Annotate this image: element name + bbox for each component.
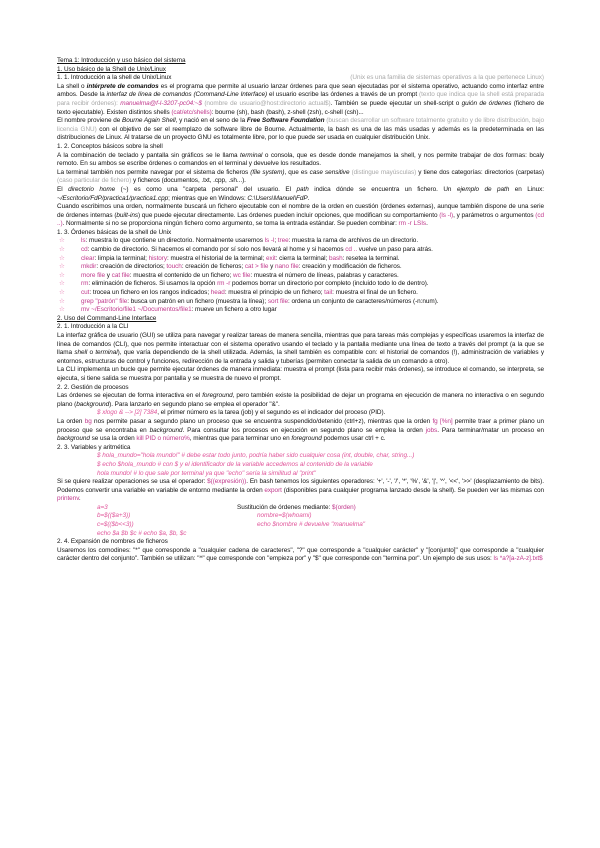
inline-code: cut [81,289,90,297]
text-run: con el objetivo de ser el reemplazo de software libre de Bourne. Actualmente, la bash es una de las más usadas y además es la predeterminada en las distribuciones de Linux. Al tratarse de un proyecto GNU es totalmente libre, por lo que puede ser usada en cualquier distribución Unix. [57,125,544,142]
inline-code: rm [81,280,89,288]
document-page [57,57,544,847]
text-run: . En bash tenemos los siguientes operadores: '+', '-', '/', '*', '%', '&', '|', '^', '<<', '>>' (desplazamiento de bits). Podemos convertir una variable en variable de entorno mediante la orden [57,478,544,494]
text-run: : busca un patrón en un fichero (muestra la línea); [127,297,268,305]
text-run: Free Software Foundation [246,117,325,125]
inline-code: mkdir [81,263,97,271]
jobs-paragraph [57,418,544,444]
text-run: o [87,349,96,357]
inline-code: jobs [425,426,438,434]
text-run: ejemplo de path [456,185,510,193]
inline-code: $ xlogo & --> [2] 7384 [97,409,158,417]
text-run: La orden [57,417,85,425]
text-run: y [105,271,112,279]
text-run: . También se puede ejecutar un shell-script o [330,99,462,107]
text-run: terminal [240,151,263,159]
bullet-text [81,289,544,298]
text-run: Usaremos los comodines: "*" que corresponde a "cualquier cadena de caracteres", "?" que corresponde a "cualquier carácter" y "[conjunto]" que corresponde a "cualquier carácter dentro del conjunto". También se utilizan: "^" que corresponde con "empieza por" y "$" que corresponde con "termina por". Un ejemplo de sus usos: [57,546,544,563]
inline-code: ls *a?[a-zA-z].txt$ [493,555,543,563]
operators-paragraph [57,478,544,504]
subsection-2-1-heading: 2. 1. Introducción a la CLI [57,323,129,331]
text-run: y ficheros (documentos, .txt, .cpp, .sh...). [131,177,246,185]
cli-paragraph [57,332,544,366]
text-run: : creación de directorios; [96,263,167,271]
section-1-heading-row [57,66,544,75]
inline-code: rm -r [217,280,231,288]
commands-paragraph [57,203,544,229]
command-bullet-item [57,280,544,289]
code-line: echo $nombre # devuelve "manuelma" [257,521,365,529]
inline-code: kill PID o número% [136,435,190,443]
text-run: . [78,495,81,503]
text-run: ). Para lanzarlo en segundo plano se emplea el operador "&". [109,400,280,408]
arithmetic-left-column [57,504,237,530]
section-1-heading: 1. Uso básico de la Shell de Unix/Linux [57,65,166,73]
text-run: ; [274,237,278,245]
text-run: : cierra la terminal; [275,254,329,262]
text-run: El [57,185,69,193]
text-run: (texto que indica que la shell está preparada para recibir órdenes): [57,91,544,107]
command-bullet-item [57,306,544,315]
text-run: : eliminación de ficheros. Si usamos la opción [88,280,218,288]
text-run: : limpia la terminal; [94,254,149,262]
text-run: foreground [202,392,233,400]
star-bullet-icon: ☆ [59,237,65,245]
text-run: (~) es como una "carpeta personal" del usuario. El [115,185,297,193]
inline-code: wc file [233,271,251,279]
text-run: . Para terminar/matar un proceso en [437,426,544,434]
text-run: Las órdenes se ejecutan de forma interactiva en el [57,392,203,400]
subsection-2-2-heading: 2. 2. Gestión de procesos [57,383,129,391]
inline-code: export [264,486,282,494]
echo-example: echo $a $b $c # echo $a, $b, $c [97,529,187,537]
xlogo-example [57,409,544,418]
subsection-1-3-heading: 1. 3. Órdenes básicas de la shell de Unix [57,228,172,236]
text-run: (disponibles para cualquier programa lanzado desde la shell). Se pueden ver las mismas con [281,486,544,494]
text-run: La interfaz gráfica de usuario (GUI) se utiliza para navegar y realizar tareas de manera sencilla, mientras que para tareas más complejas y específicas usaremos la interfaz de línea de comandos (CLI), que nos permite interactuar con el sistema operativo usando el teclado y la pantalla mediante una línea de texto a través del prompt (a la que se llama [57,332,544,357]
bullet-text [81,237,544,246]
inline-code: tree [277,237,289,245]
star-bullet-icon: ☆ [59,280,65,288]
text-run: y tiene dos categorías: directorios (carpetas) [416,168,544,176]
subsection-1-1-heading: 1. 1. Introducción a la shell de Unix/Linux [57,74,172,82]
text-run: built-ins [116,211,138,219]
subsection-1-1-row [57,74,544,83]
foreground-paragraph [57,392,544,409]
star-bullet-icon: ☆ [59,263,65,271]
inline-code: ls -l [264,237,275,245]
subsection-1-2-heading: 1. 2. Conceptos básicos sobre la shell [57,142,163,150]
star-bullet-icon: ☆ [59,289,65,297]
inline-code: bg [84,417,92,425]
star-bullet-icon: ☆ [59,306,65,314]
text-run: La shell o [57,82,87,90]
text-run: ), que varía dependiendo de la shell utilizada. Además, la shell también es compatible con: el historial de comandos (!), administración de variables y entornos, estructuras de control y funciones, redirección de la entrada y salida y tuberías (permiten conectar la salida de un comando a otro). [57,349,544,365]
text-run: es el programa que permite al usuario lanzar órdenes para que sean ejecutadas por el sistema operativo, actuando como interfaz entre ambos. Desde la [57,82,544,99]
text-run: , pero también existe la posibilidad de dejar un programa en ejecución de manera no interactiva o en segundo plano ( [57,392,544,408]
text-run: ~/Escritorio/FdP/practica1/practica1.cpp [57,194,169,202]
inline-code: $((expresión)) [207,478,247,486]
inline-code: mv ~/Escritorio/file1 ~/Documentos/file1 [81,306,192,314]
text-run: terminal [95,349,118,357]
text-run: : muestra el historial de la terminal; [167,254,266,262]
text-run: indica dónde se encuentra un fichero. Un [308,185,457,193]
inline-code: printenv [57,495,79,503]
text-run: : muestra la rama de archivos de un directorio. [288,237,419,245]
text-run: Cuando escribimos una orden, normalmente buscará un fichero ejecutable con el nombre de la orden en cuestión (órdenes externas), aunque también dispone de una serie de órdenes internas ( [57,203,544,219]
star-bullet-icon: ☆ [59,271,65,279]
bullet-text [81,255,544,264]
text-run: shell [74,349,88,357]
arithmetic-examples [57,504,544,530]
inline-code: cat file [111,271,130,279]
text-run: Si se quiere realizar operaciones se usa el operador: [57,478,208,486]
inline-code: cd .. [345,246,358,254]
text-run: . [307,194,310,202]
code-line: c=$(($b<<3)) [97,521,134,529]
text-run: : resetea la terminal. [342,254,400,262]
code-line: a=3 [97,503,108,511]
text-run: , mientras que para terminar uno en [189,435,292,443]
text-run: . [426,220,428,228]
wildcards-paragraph [57,547,544,564]
command-bullet-item [57,246,544,255]
text-run: : ordena un conjunto de caracteres/números (-n:num). [288,297,439,305]
text-run: : muestra el final de un fichero. [332,289,418,297]
text-run: : creación de ficheros; [181,263,245,271]
text-run: : trocea un fichero en los rangos indicados; [89,289,211,297]
bullet-text [81,298,544,307]
text-run: , que es [284,168,310,176]
inline-code: head [210,289,225,297]
bash-origin-paragraph [57,117,544,143]
text-run: background [76,400,110,408]
text-run: se usa la orden [89,435,137,443]
text-run: . Normalmente si no se proporciona ningún fichero como argumento, se toma la entrada estándar. Se pueden combinar: [62,220,399,228]
unix-note: (Unix es una familia de sistemas operativos a la que pertenece Linux) [350,74,544,82]
section-2-heading: 2. Uso del Command-Line Interface [57,314,157,322]
inline-code: (ls -l) [439,211,454,219]
terminal-paragraph [57,152,544,169]
inline-code: fg [%n] [432,417,453,425]
text-run: o consola, que es desde donde manejamos la shell, y nos permite trabajar de dos formas: bcaly remoto. En su ambos se escribe órdenes o comandos en el terminal y devuelve los resultados. [57,151,544,168]
inline-code: more file [81,271,106,279]
inline-code: touch [166,263,182,271]
text-run: podemos borrar un directorio por completo (incluido todo lo de dentro). [230,280,429,288]
text-run: interfaz de línea de comandos (Command-Line Interface) [106,91,268,99]
text-run: (fichero de texto ejecutable). Existen distintos shells [57,99,544,116]
text-run: foreground [291,435,322,443]
text-run: permite traer a primer plano un proceso que se encontraba en [57,417,544,434]
bullet-text [81,246,544,255]
inline-code: exit [265,254,276,262]
text-run: path [296,185,309,193]
variable-example-2 [57,461,544,470]
text-run: y [268,263,275,271]
bullet-text [81,272,544,281]
inline-code: manuelma@f-l-3207-pc04:~$ [120,99,202,107]
text-run: background [57,435,90,443]
home-path-paragraph [57,186,544,203]
text-run: Bourne Again Shell [122,117,176,125]
variable-example-3 [57,470,544,479]
command-bullet-item [57,237,544,246]
text-run: en Linux: [509,185,544,193]
star-bullet-icon: ☆ [59,297,65,305]
text-run: . Para consultar los procesos en ejecución en segundo plano se emplea la orden [182,426,426,434]
command-bullet-item [57,263,544,272]
command-bullet-item [57,289,544,298]
command-bullet-item [57,272,544,281]
inline-code: tail [324,289,333,297]
text-run: ; mientras que en Windows: [168,194,248,202]
text-run: : muestra el contenido de un fichero; [129,271,234,279]
text-run: : bourne (sh), bash (bash), z-shell (zsh), c-shell (csh)... [211,108,364,116]
inline-code: sort file [267,297,288,305]
text-run: A la combinación de teclado y pantalla sin gráficos se le llama [57,151,240,159]
text-run: : cambio de directorio. Si hacemos el comando por sí solo nos llevará al home y si hacemos [87,246,346,254]
commands-bullet-list [57,237,544,314]
text-run: , el primer número es la tarea (job) y el segundo es el indicador del proceso (PID). [157,409,386,417]
text-run: (nombre de usuario@host:directorio actual$) [204,99,331,107]
text-run: (caso particular de fichero) [57,177,132,185]
page-title: Tema 1: Introducción y uso básico del sistema [57,57,186,64]
text-run: La terminal también nos permite navegar por el sistema de ficheros [57,168,251,176]
code-line: nombre=$(whoami) [257,512,312,520]
inline-code: nano file [275,263,299,271]
cli-loop-paragraph [57,366,544,383]
text-run: El nombre proviene de [57,117,123,125]
code-line: b=$(($a+3)) [97,512,131,520]
text-run: La CLI implementa un bucle que permite ejecutar órdenes de manera inmediata: muestra el prompt (lista para recibir más órdenes), se introduce el comando, se interpreta, se ejecuta, si tiene salida se muestra por pantalla y se muestra de nuevo el prompt. [57,366,544,382]
text-run: directorio home [68,185,116,193]
inline-code: clear [81,254,95,262]
inline-code: $ hola_mundo="hola mundo!" # debe estar todo junto, podría haber sido cualquier cosa (int, double, char, string...) [97,452,415,460]
bullet-text [81,280,544,289]
text-run: : muestra lo que contiene un directorio. Normalmente usaremos [85,237,265,245]
inline-code: (cd ..) [57,211,544,228]
star-bullet-icon: ☆ [59,254,65,262]
inline-code: cd [81,246,88,254]
text-run: C:\Users\Manuel\FdP [247,194,308,202]
text-run: (buscan desarrollar un software totalmente gratuito y de libre distribución, bajo licencia GNU) [57,117,544,133]
text-run: nos permite pasar a segundo plano un proceso que se encuentra suspendido/detenido (ctrl+z), mientras que la orden [91,417,433,425]
inline-code: $ echo $hola_mundo # con $ y el identificador de la variable accedemos al contenido de la variable [97,460,373,468]
inline-code: ls [81,237,86,245]
text-run: ) que puede ejecutar directamente. Las órdenes pueden incluir opciones, que modifican su comportamiento [137,211,440,219]
text-run: intérprete de comandos [86,82,159,90]
text-run: el usuario escribe las órdenes a través de un prompt [267,91,420,99]
inline-code: cat > file [244,263,269,271]
text-run: : muestra el número de líneas, palabras y caracteres. [250,271,399,279]
text-run: (distingue mayúsculas) [351,168,417,176]
text-run: : mueve un fichero a otro lugar [191,306,277,314]
substitution-text: Sustitución de órdenes mediante: [237,503,332,511]
text-run: guión de órdenes [461,99,512,107]
bullet-text [81,306,544,315]
filesystem-paragraph [57,169,544,186]
text-run: , y parámetros o argumentos [453,211,536,219]
command-bullet-item [57,255,544,264]
subsection-2-3-heading: 2. 3. Variables y aritmética [57,443,131,451]
inline-code: bash [328,254,343,262]
text-run: , y nació en el seno de la [175,117,247,125]
command-bullet-item [57,298,544,307]
text-run: background [149,426,183,434]
inline-code: history [148,254,168,262]
inline-code: rm -r LSIs [398,220,427,228]
text-run: (file system) [250,168,285,176]
inline-code: hola mundo! # lo que sale por terminal ya que "echo" sería la similitud al "print" [97,469,316,477]
subsection-2-4-heading: 2. 4. Expansión de nombres de ficheros [57,538,168,546]
substitution-line [237,504,544,513]
substitution-right-column [237,504,544,530]
inline-code: (cat/etc/shells) [171,108,212,116]
bullet-text [81,263,544,272]
text-run: : muestra el principio de un fichero; [224,289,325,297]
variable-example-1 [57,452,544,461]
text-run: : creación y modificación de ficheros. [298,263,402,271]
text-run: vuelve un paso para atrás. [357,246,433,254]
text-run: podemos usar ctrl + c. [321,435,386,443]
inline-code: grep "patrón" file [81,297,128,305]
star-bullet-icon: ☆ [59,246,65,254]
text-run: case sensitive [309,168,350,176]
substitution-code: $(orden) [331,503,356,511]
shell-intro-paragraph [57,83,544,117]
